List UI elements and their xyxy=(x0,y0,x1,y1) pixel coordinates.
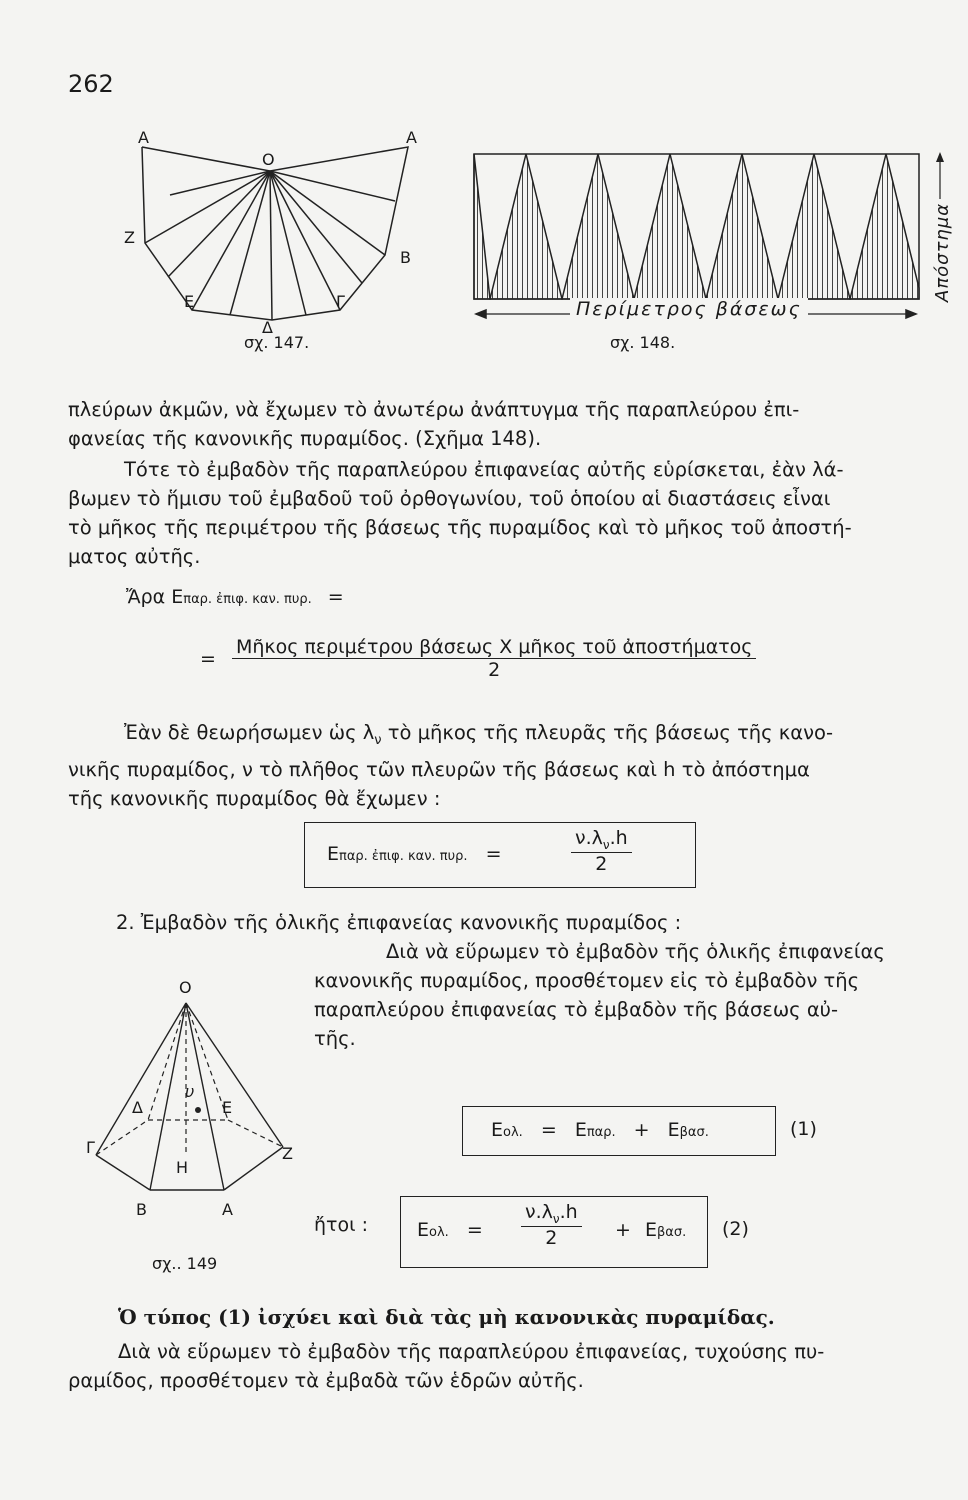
fig149-hidden-base xyxy=(96,1120,148,1155)
fig147-caption: σχ. 147. xyxy=(244,333,310,352)
boxed-formula-total-2: Εολ. = $\frac{\nu.\lambda_\nu.h}{2}$ + Εβασ. xyxy=(400,1196,708,1268)
text-line: Διὰ νὰ εὕρωμεν τὸ ἐμβαδὸν τῆς ὁλικῆς ἐπιφανείας xyxy=(386,940,885,963)
text-line: ραμίδος, προσθέτομεν τὰ ἐμβαδὰ τῶν ἑδρῶν αὐτῆς. xyxy=(68,1369,584,1392)
fig147-edge xyxy=(270,171,340,310)
fig148-perimeter-label: Περίμετρος βάσεως xyxy=(570,298,808,320)
text-line: πλεύρων ἀκμῶν, νὰ ἔχωμεν τὸ ἀνωτέρω ἀνάπτυγμα τῆς παραπλεύρου ἐπι- xyxy=(68,398,800,421)
boxed-formula-lateral: Επαρ. ἐπιφ. καν. πυρ. = $\frac{\nu.\lambda_\nu.h}{2}$ xyxy=(304,822,696,888)
text-line: φανείας τῆς κανονικῆς πυραμίδος. (Σχῆμα 148). xyxy=(68,427,542,450)
page-number: 262 xyxy=(68,70,114,98)
fig149-label-nu: υ xyxy=(185,1082,195,1101)
fig148-face xyxy=(850,154,919,299)
ara-line xyxy=(126,586,344,608)
formula-tag-1: (1) xyxy=(790,1118,817,1140)
formula-tag-2: (2) xyxy=(722,1218,749,1240)
section-heading-2: 2. Ἐμβαδὸν τῆς ὁλικῆς ἐπιφανείας κανονικῆς πυραμίδος : xyxy=(116,911,682,934)
paragraph-4 xyxy=(314,937,924,1053)
fig148-face xyxy=(474,154,490,299)
bold-statement: Ὁ τύπος (1) ἰσχύει καὶ διὰ τὰς μὴ κανονικὰς πυραμίδας. xyxy=(118,1305,775,1329)
fig148-face xyxy=(490,154,562,299)
text-line: τὸ μῆκος τῆς περιμέτρου τῆς βάσεως τῆς πυραμίδος καὶ τὸ μῆκος τοῦ ἀποστή- xyxy=(68,516,852,539)
fig149-edge xyxy=(96,1003,186,1155)
text-line: παραπλεύρου ἐπιφανείας τὸ ἐμβαδὸν τῆς βάσεως αὐ- xyxy=(314,998,838,1021)
fig147-label-D: Δ xyxy=(262,318,273,337)
fig147-label-G: Γ xyxy=(336,292,345,311)
fig149-label-A: A xyxy=(222,1200,233,1219)
fig149-label-D: Δ xyxy=(132,1098,143,1117)
paragraph-3 xyxy=(68,718,923,813)
fig149-label-O: O xyxy=(179,978,192,997)
fig147-label-A-left: A xyxy=(138,128,149,147)
fig149-base-edge xyxy=(224,1147,283,1190)
fig149-label-G: Γ xyxy=(86,1138,95,1157)
fig148-apothem-label: Απόστημα xyxy=(932,199,953,306)
fig148-face xyxy=(634,154,706,299)
fig147-label-Z: Z xyxy=(124,228,135,247)
paragraph-5 xyxy=(68,1337,923,1395)
fig147-label-E: E xyxy=(184,292,195,311)
fig149-label-Z: Z xyxy=(282,1144,293,1163)
fig149-apothem-point xyxy=(195,1107,201,1113)
fraction-numerator: Μῆκος περιμέτρου βάσεως X μῆκος τοῦ ἀποστήματος xyxy=(232,636,756,659)
text-line: Τότε τὸ ἐμβαδὸν τῆς παραπλεύρου ἐπιφανείας αὐτῆς εὑρίσκεται, ἐὰν λά- xyxy=(124,458,844,481)
formula-equals: = xyxy=(200,647,216,670)
boxed1-fraction: $\frac{\nu.\lambda_\nu.h}{2}$ xyxy=(571,827,632,875)
text-line: ματος αὐτῆς. xyxy=(68,545,201,568)
fig147-apothem xyxy=(270,171,395,201)
boxed3-fraction: $\frac{\nu.\lambda_\nu.h}{2}$ xyxy=(521,1201,582,1249)
fig149-label-E: E xyxy=(222,1098,233,1117)
fig148-arrowhead xyxy=(906,310,916,318)
figure-149 xyxy=(88,985,318,1225)
perimeter-formula xyxy=(200,636,756,681)
fig149-caption: σχ.. 149 xyxy=(152,1254,218,1273)
ara-equals: = xyxy=(327,586,344,608)
fig149-label-H: H xyxy=(176,1158,189,1177)
figure-147 xyxy=(110,125,440,350)
fig147-edge xyxy=(270,171,272,320)
text-line: Διὰ νὰ εὕρωμεν τὸ ἐμβαδὸν τῆς παραπλεύρου ἐπιφανείας, τυχούσης πυ- xyxy=(118,1340,825,1363)
ara-prefix: Ἄρα Ε xyxy=(126,586,184,608)
fig148-arrowhead xyxy=(476,310,486,318)
fig147-apothem xyxy=(170,171,270,195)
fig148-face xyxy=(706,154,778,299)
text-line: κανονικῆς πυραμίδος, προσθέτομεν εἰς τὸ ἐμβαδὸν τῆς xyxy=(314,969,860,992)
text-line: Ἐὰν δὲ θεωρήσωμεν ὡς $\lambda_\nu$ τὸ μῆκος τῆς πλευρᾶς τῆς βάσεως τῆς κανο- xyxy=(124,721,834,748)
fraction-denominator: 2 xyxy=(488,659,501,681)
fig149-base-edge xyxy=(96,1155,150,1190)
text-line: νικῆς πυραμίδος, ν τὸ πλῆθος τῶν πλευρῶν τῆς βάσεως καὶ h τὸ ἀπόστημα xyxy=(68,757,810,781)
fig147-edge xyxy=(145,171,270,243)
fig147-label-A-right: A xyxy=(406,128,417,147)
itoi-label: ἤτοι : xyxy=(314,1214,368,1236)
fig148-caption: σχ. 148. xyxy=(610,333,676,352)
fig148-face xyxy=(562,154,634,299)
text-line: τῆς κανονικῆς πυραμίδος θὰ ἔχωμεν : xyxy=(68,786,441,810)
text-line: τῆς. xyxy=(314,1027,356,1050)
fig147-label-B: B xyxy=(400,248,411,267)
formula-fraction xyxy=(232,636,756,681)
fig149-label-B: B xyxy=(136,1200,147,1219)
fig148-face xyxy=(778,154,850,299)
ara-subscript: παρ. ἐπιφ. καν. πυρ. xyxy=(183,592,312,607)
paragraph-2 xyxy=(68,455,923,571)
text-line: βωμεν τὸ ἥμισυ τοῦ ἐμβαδοῦ τοῦ ὀρθογωνίου, τοῦ ὁποίου αἱ διαστάσεις εἶναι xyxy=(68,487,831,510)
boxed-formula-total-1: Εολ. = Επαρ. + Εβασ. xyxy=(462,1106,776,1156)
paragraph-1 xyxy=(68,395,923,453)
fig147-label-O: O xyxy=(262,150,275,169)
